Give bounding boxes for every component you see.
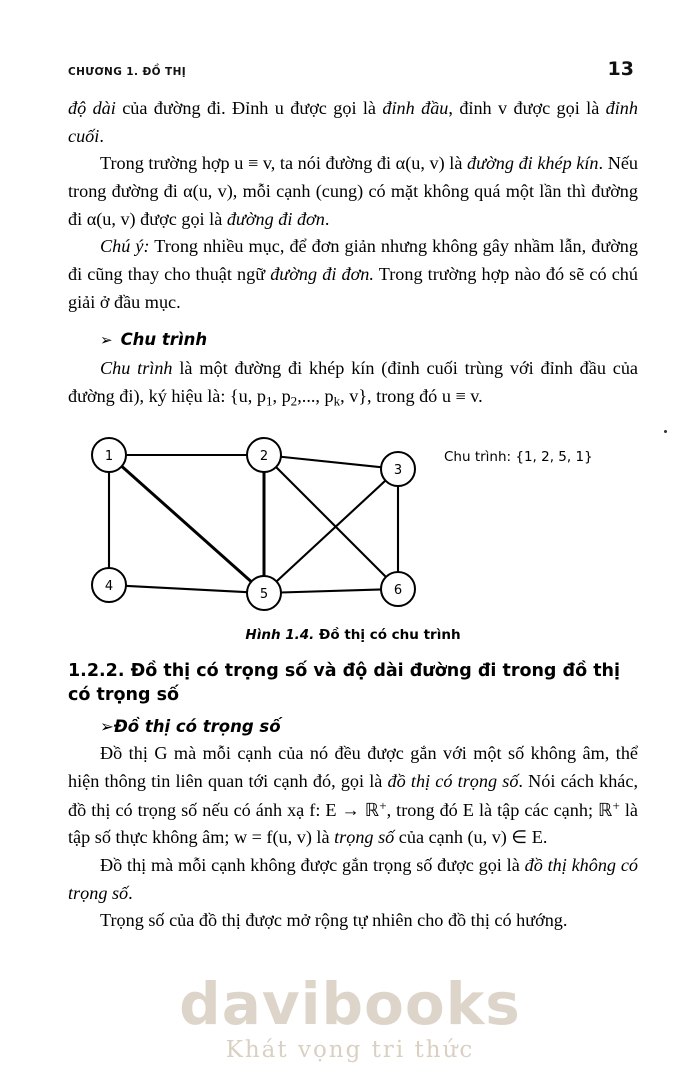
edge-5-6 bbox=[264, 589, 398, 593]
edge-3-5 bbox=[264, 469, 398, 593]
paragraph-4: Chu trình là một đường đi khép kín (đỉnh cuối trùng với đỉnh đầu của đường đi), ký hiệu là: {u, $p_1$, $p_2$,..., $p_k$, v}, trong đó u ≡ v. bbox=[68, 358, 638, 409]
figure-caption-text: Đồ thị có chu trình bbox=[314, 627, 461, 644]
figure-1-4 bbox=[68, 425, 638, 625]
watermark-main: davibooks bbox=[179, 970, 521, 1038]
term-duong-di-khep-kin: đường đi khép kín bbox=[467, 153, 599, 174]
page-number: 13 bbox=[607, 58, 634, 80]
watermark-sub: Khát vọng tri thức bbox=[225, 1037, 475, 1063]
running-head: CHƯƠNG 1. ĐỒ THỊ bbox=[68, 66, 187, 78]
graph-diagram bbox=[68, 425, 488, 625]
section-heading-1-2-2: 1.2.2. Đồ thị có trọng số và độ dài đường đi trong đồ thị có trọng số bbox=[68, 661, 621, 706]
term-chu-trinh: Chu trình bbox=[100, 358, 173, 379]
figure-caption-label: Hình 1.4. bbox=[245, 627, 315, 644]
edge-2-3 bbox=[264, 455, 398, 469]
term-do-dai: độ dài bbox=[68, 98, 116, 118]
arrow-bullet-icon-2: ➢ bbox=[100, 717, 114, 737]
heading-do-thi-co-trong-so-label: Đồ thị có trọng số bbox=[113, 717, 281, 737]
paragraph-2: Trong trường hợp u ≡ v, ta nói đường đi α(u, v) là đường đi khép kín. Nếu trong đường đi α(u, v), mỗi cạnh (cung) có mặt không quá một lần thì đường đi α(u, v) được gọi là đường đi đơn. bbox=[68, 153, 639, 229]
node-5-label: 5 bbox=[259, 587, 269, 603]
subscript-2: 2 bbox=[290, 393, 298, 409]
arrow-bullet-icon: ➢ bbox=[100, 331, 113, 350]
graph-nodes bbox=[92, 438, 415, 610]
paragraph-7: Trọng số của đồ thị được mở rộng tự nhiên cho đồ thị có hướng. bbox=[100, 910, 568, 931]
term-duong-di-don-2: đường đi đơn. bbox=[270, 263, 374, 284]
heading-chu-trinh bbox=[68, 330, 638, 349]
page-content bbox=[68, 95, 638, 935]
term-trong-so: trọng số bbox=[334, 827, 395, 848]
node-1-label: 1 bbox=[104, 449, 114, 465]
node-4-label: 4 bbox=[104, 579, 114, 595]
node-3-label: 3 bbox=[393, 463, 403, 479]
heading-chu-trinh-label: Chu trình bbox=[120, 330, 208, 350]
term-dinh-cuoi: đỉnh cuối bbox=[68, 98, 638, 146]
paragraph-5: Đồ thị G mà mỗi cạnh của nó đều được gắn với một số không âm, thể hiện thông tin liên quan tới cạnh đó, gọi là đồ thị có trọng số. Nói cách khác, đồ thị có trọng số nếu có ánh xạ f: E → ℝ+, trong đó E là tập các cạnh; ℝ+ là tập số thực không âm; w = f(u, v) là trọng số của cạnh (u, v) ∈ E. bbox=[68, 743, 638, 848]
paragraph-1: độ dài của đường đi. Đỉnh u được gọi là đỉnh đầu, đỉnh v được gọi là đỉnh cuối. bbox=[68, 98, 638, 146]
margin-dot bbox=[664, 430, 667, 433]
paragraph-6: Đồ thị mà mỗi cạnh không được gắn trọng số được gọi là đồ thị không có trọng số. bbox=[68, 854, 638, 903]
subscript-1: 1 bbox=[265, 393, 273, 409]
node-2-label: 2 bbox=[259, 449, 269, 465]
edge-2-6 bbox=[264, 455, 398, 589]
superscript-plus-1: + bbox=[379, 797, 387, 813]
figure-caption bbox=[68, 627, 638, 643]
graph-edges bbox=[109, 455, 398, 593]
heading-do-thi-co-trong-so bbox=[68, 717, 638, 736]
term-do-thi-khong-co-trong-so: đồ thị không có trọng số bbox=[68, 854, 638, 903]
watermark bbox=[0, 970, 700, 1063]
superscript-plus-2: + bbox=[612, 797, 620, 813]
term-do-thi-co-trong-so: đồ thị có trọng số bbox=[387, 771, 519, 792]
label-chu-y: Chú ý: bbox=[100, 236, 150, 257]
figure-note: Chu trình: {1, 2, 5, 1} bbox=[444, 449, 593, 466]
edge-4-5 bbox=[109, 585, 264, 593]
subscript-k: k bbox=[333, 393, 341, 409]
term-duong-di-don: đường đi đơn bbox=[226, 208, 325, 229]
page-header bbox=[68, 58, 634, 80]
edge-1-5 bbox=[109, 455, 264, 593]
term-dinh-dau: đỉnh đầu bbox=[382, 98, 449, 118]
node-6-label: 6 bbox=[393, 583, 403, 599]
paragraph-3: Chú ý: Trong nhiều mục, để đơn giản nhưng không gây nhầm lẫn, đường đi cũng thay cho thuật ngữ đường đi đơn. Trong trường hợp nào đó sẽ có chú giải ở đầu mục. bbox=[68, 236, 638, 312]
